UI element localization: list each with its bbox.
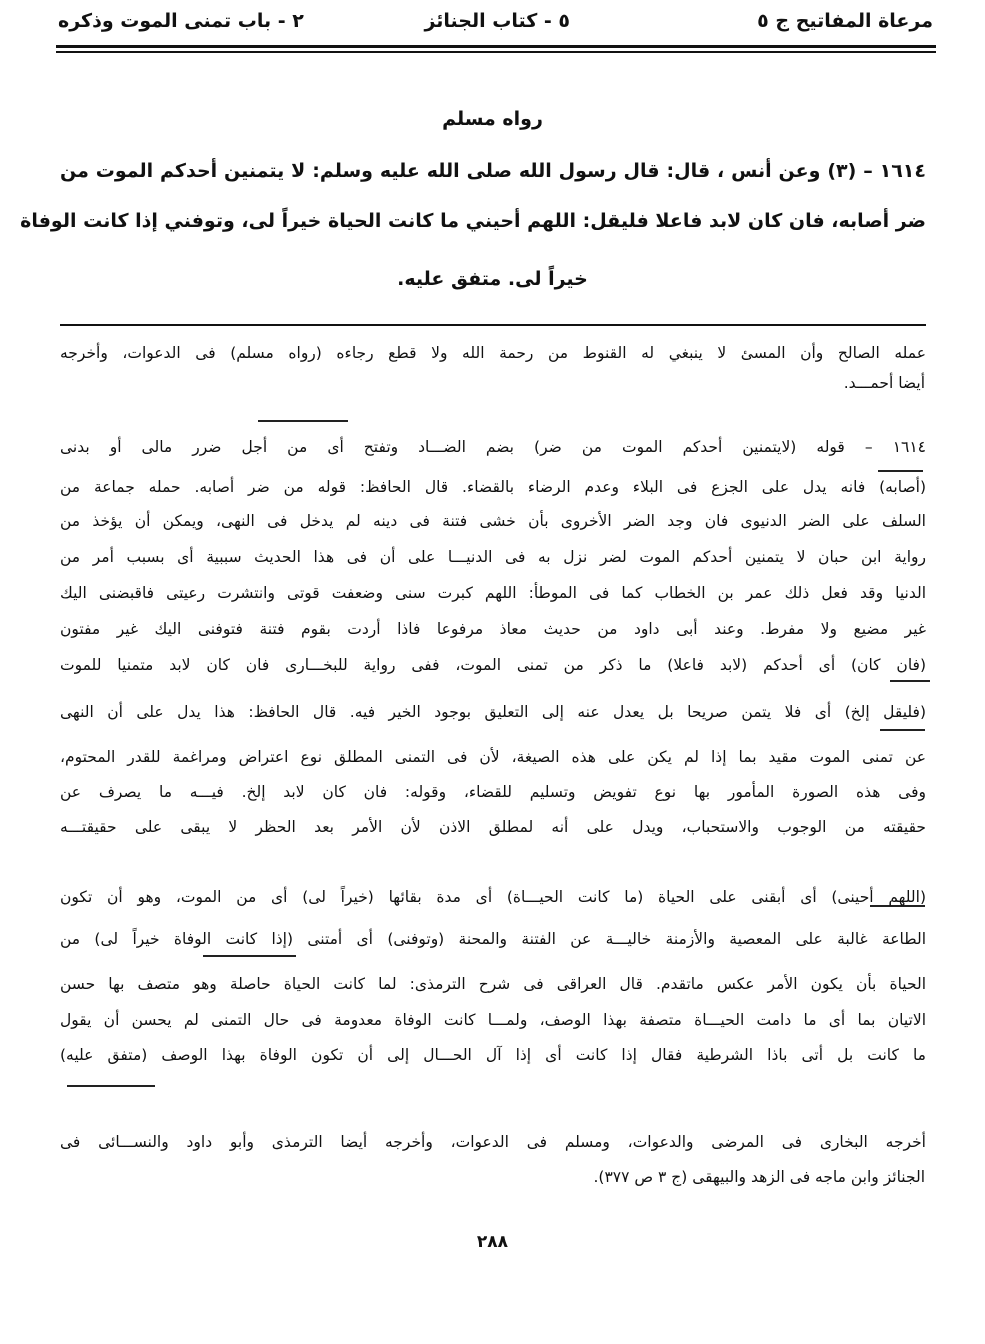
phrase-overline	[890, 680, 930, 682]
commentary-line: ما كانت بل أتى باذا الشرطية فقال إذا كانت أى إذا آل الحـــال إلى أن تكون الوفاة بهذا الوصف (متفق عليه)	[60, 1046, 926, 1064]
commentary-line: (فليقل إلخ) أى فلا يتمن صريحا بل يعدل عنه إلى التعليق بوجود الخير فيه. قال الحافظ: هذا يدل على أن النهى	[60, 703, 926, 721]
commentary-line: أخرجه البخارى فى المرضى والدعوات، ومسلم فى الدعوات، وأخرجه أيضا الترمذى وأبو داود والنســـائى فى	[60, 1133, 926, 1151]
commentary-line: الاتيان بما أى ما دامت الحيـــاة متصفة بهذا الوصف، ولمـــا كانت الوفاة معدومة فى حال التمنى لم يحسن أن يقول	[60, 1011, 926, 1029]
commentary-line: الطاعة غالبة على المعصية والأزمنة خاليـــة عن الفتنة والمحنة (وتوفنى) أى أمتنى (إذا كانت الوفاة خيراً لى) من	[60, 930, 926, 948]
phrase-overline	[880, 729, 925, 731]
commentary-line: ١٦١٤ – قوله (لايتمنين أحدكم الموت من ضر) بضم الضـــاد وتفتح أى من أجل ضرر مالى أو بدنى	[60, 438, 926, 456]
hadith-line: خيراً لى. متفق عليه.	[397, 268, 588, 290]
hadith-line: ضر أصابه، فان كان لابد فاعلا فليقل: اللهم أحيني ما كانت الحياة خيراً لى، وتوفني إذا كانت الوفاة	[20, 210, 926, 232]
commentary-line: الجنائز وابن ماجه فى الزهد والبيهقى (ج ٣ ص ٣٧٧).	[593, 1168, 925, 1186]
commentary-line: غير مضيع ولا مفرط. وعند أبى داود من حديث معاذ مرفوعا فاذا أردت بقوم فتنة فتوفنى اليك غير مفتون	[60, 620, 926, 638]
phrase-overline	[67, 1085, 155, 1087]
commentary-line: عن تمنى الموت مقيد بما إذا لم يكن على هذه الصيغة، لأن فى التمنى المطلق نوع اعتراض ومراغمة للقدر المحتوم،	[60, 748, 926, 766]
phrase-overline	[258, 420, 348, 422]
commentary-line: الحياة بأن يكون الأمر عكس ماتقدم. قال العراقى فى شرح الترمذى: لما كانت الحياة حاصلة وهو متصف بها حسن	[60, 975, 926, 993]
commentary-line: الدنيا وقد فعل ذلك عمر بن الخطاب كما فى الموطأ: اللهم كبرت سنى وضعفت قوتى وانتشرت رعيتى فاقبضنى اليك	[60, 584, 926, 602]
commentary-line: (أصابه) فانه يدل على الجزع فى البلاء وعدم الرضاء بالقضاء. قال الحافظ: قوله من ضر أصابه. حمله جماعة من	[60, 478, 926, 496]
commentary-line: وفى هذه الصورة المأمور بها نوع تفويض وتسليم للقضاء، وقوله: فان كان لابد إلخ. فيـــه ما يصرف عن	[60, 783, 926, 801]
commentary-prev-line: عمله الصالح وأن المسئ لا ينبغي له القنوط من رحمة الله ولا قطع رجاءه (رواه مسلم) فى الدعوات، وأخرجه	[60, 344, 926, 362]
hadith-line: ١٦١٤ – (٣) وعن أنس ، قال: قال رسول الله صلى الله عليه وسلم: لا يتمنين أحدكم الموت من	[60, 160, 926, 182]
commentary-prev-line: أيضا أحمـــد.	[843, 374, 925, 392]
page-number: ٢٨٨	[476, 1232, 509, 1252]
header-rule-thick	[56, 45, 936, 48]
phrase-overline	[203, 955, 296, 957]
commentary-line: رواية ابن حبان لا يتمنين أحدكم الموت لضر نزل به فى الدنيـــا على أن فى هذا الحديث سببية أى بسبب أمر من	[60, 548, 926, 566]
phrase-overline	[878, 470, 923, 472]
header-rule-thin	[56, 51, 936, 53]
prev-attribution: رواه مسلم	[442, 108, 543, 130]
header-section: ٢ - باب تمنى الموت وذكره	[58, 10, 304, 32]
header-book-volume: مرعاة المفاتيح ج ٥	[757, 10, 933, 32]
section-divider	[60, 324, 926, 326]
commentary-line: حقيقته من الوجوب والاستحباب، ويدل على أنه لمطلق الاذن لأن الأمر بعد الحظر لا يبقى على حقيقتـــه	[60, 818, 926, 836]
commentary-line: (فان كان) أى أحدكم (لابد فاعلا) ما ذكر من تمنى الموت، ففى رواية للبخـــارى فان كان لابد متمنيا للموت	[60, 656, 926, 674]
header-chapter: ٥ - كتاب الجنائز	[424, 10, 570, 32]
commentary-line: السلف على الضر الدنيوى فان وجد الضر الأخروى بأن خشى فتنة فى دينه لم يدخل فى النهى، ويمكن أن يؤخذ من	[60, 512, 926, 530]
commentary-line: (اللهم أحينى) أى أبقنى على الحياة (ما كانت الحيـــاة) أى مدة بقائها (خيراً لى) أى من الموت، وهو أن تكون	[60, 888, 926, 906]
